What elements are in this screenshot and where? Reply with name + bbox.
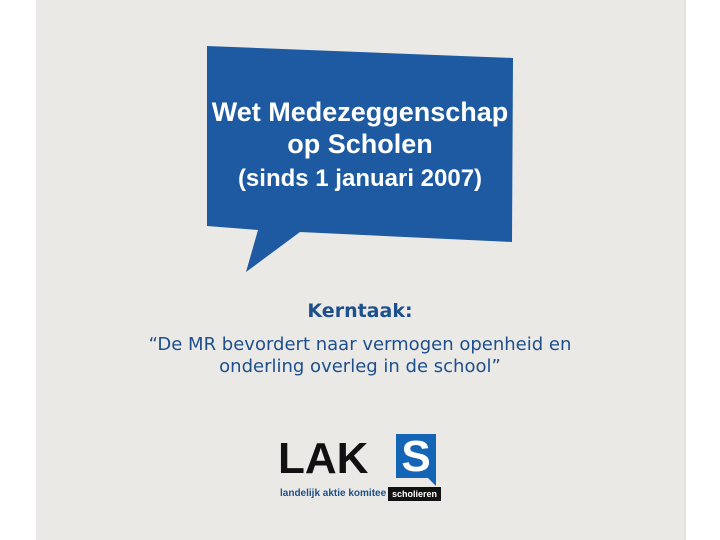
laks-logo <box>278 432 442 504</box>
logo-tag: scholieren <box>388 487 441 501</box>
logo-s-tail <box>426 476 436 486</box>
subtitle: (sinds 1 januari 2007) <box>237 165 483 192</box>
kerntaak-label: Kerntaak: <box>307 300 413 322</box>
quote <box>60 334 660 378</box>
logo-word: LAK <box>278 434 369 483</box>
logo-s-letter: S <box>396 434 436 478</box>
title-block <box>150 96 570 196</box>
quote-line-1: “De MR bevordert naar vermogen openheid en <box>148 334 572 355</box>
title-line-2: op Scholen <box>287 129 433 159</box>
quote-line-2: onderling overleg in de school” <box>219 356 501 377</box>
title-line-1: Wet Medezeggenschap <box>211 97 509 127</box>
logo-subtitle: landelijk aktie komitee <box>280 488 387 499</box>
